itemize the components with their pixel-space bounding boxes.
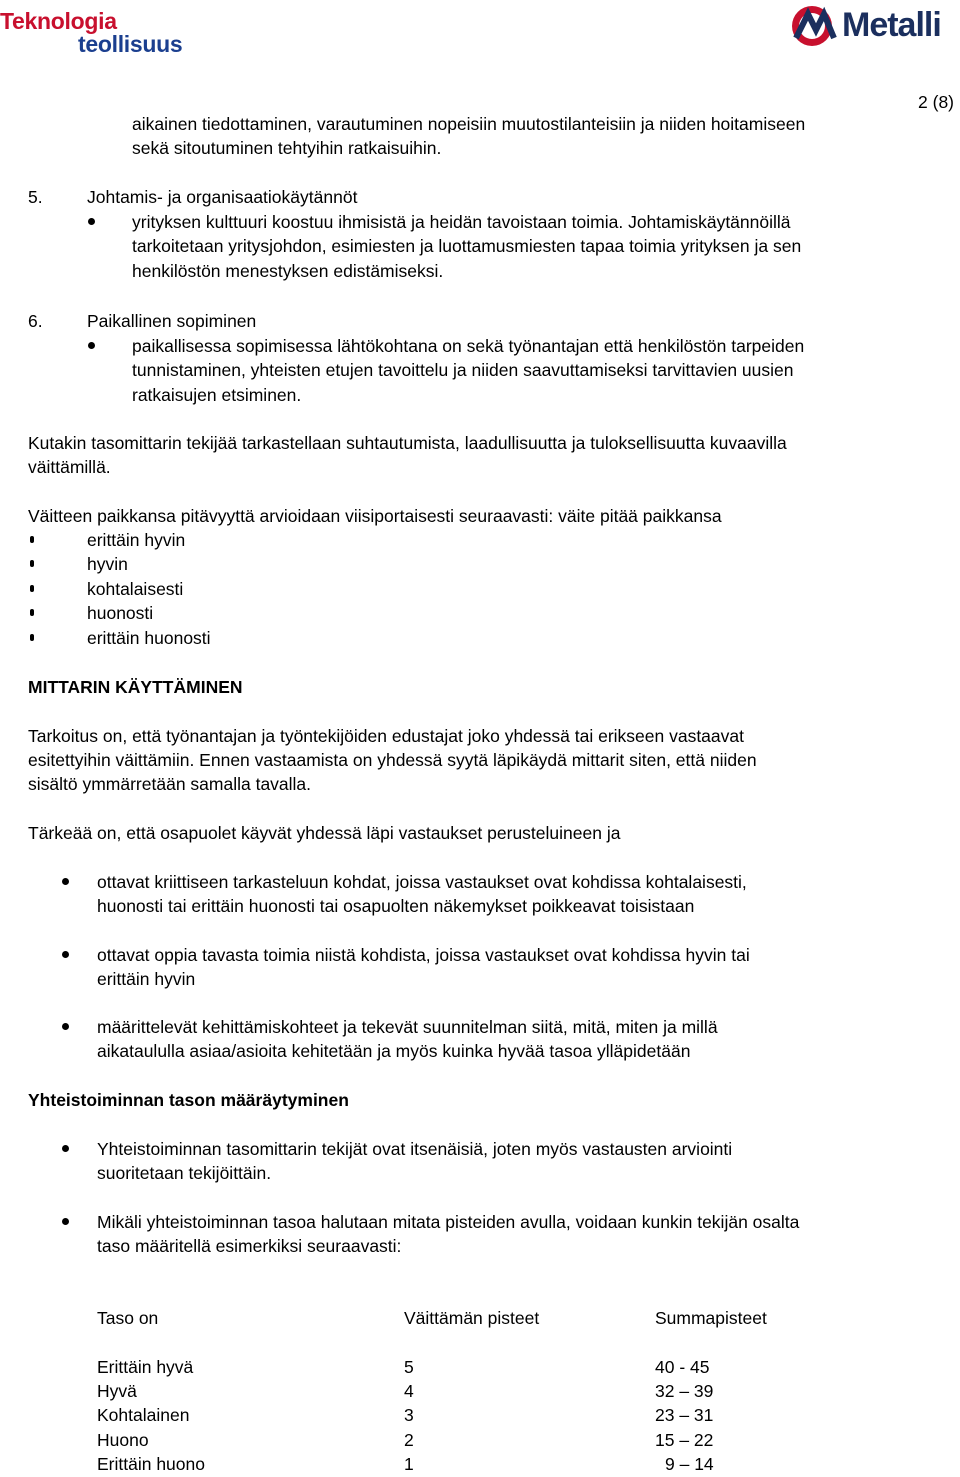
intro-line-2: sekä sitoutuminen tehtyihin ratkaisuihin. [132, 138, 442, 158]
table-cell: 32 – 39 [655, 1381, 714, 1401]
page-number: 2 (8) [918, 92, 954, 112]
table-cell: 23 – 31 [655, 1405, 714, 1425]
table-cell: 40 - 45 [655, 1357, 710, 1377]
bullet-icon [30, 560, 34, 567]
intro-line-1: aikainen tiedottaminen, varautuminen nopeisiin muutostilanteisiin ja niiden hoitamiseen [132, 114, 806, 134]
mittarin-p1-line: esitettyihin väittämiin. Ennen vastaamista on yhdessä syytä läpikäydä mittarit siten, että niiden [28, 750, 757, 770]
bullet-icon [88, 342, 95, 349]
table-cell: 1 [404, 1454, 414, 1474]
yhteistoiminta-heading: Yhteistoiminnan tason määräytyminen [28, 1090, 349, 1110]
section5-text-line: tarkoitetaan yritysjohdon, esimiesten ja luottamusmiesten tapaa toimia yrityksen ja sen [132, 236, 802, 256]
section6-text-line: paikallisessa sopimisessa lähtökohtana on sekä työnantajan että henkilöstön tarpeiden [132, 336, 805, 356]
bullet-icon [62, 1145, 69, 1152]
logo-left-line1: Teknologia [0, 8, 117, 34]
mittarin-bullet-line: huonosti tai erittäin huonosti tai osapuolten näkemykset poikkeavat toisistaan [97, 896, 695, 916]
bullet-icon [30, 634, 34, 641]
yhteistoiminta-bullet-line: Yhteistoiminnan tasomittarin tekijät ovat itsenäisiä, joten myös vastausten arviointi [97, 1139, 733, 1159]
bullet-icon [62, 1023, 69, 1030]
mittarin-p1-line: sisältö ymmärretään samalla tavalla. [28, 774, 312, 794]
scale-option: erittäin hyvin [87, 530, 186, 550]
scale-option: huonosti [87, 603, 154, 623]
table-cell: 4 [404, 1381, 414, 1401]
section5-title: Johtamis- ja organisaatiokäytännöt [87, 187, 358, 207]
bullet-icon [62, 1218, 69, 1225]
mittarin-bullet-line: määrittelevät kehittämiskohteet ja tekevät suunnitelman siitä, mitä, miten ja millä [97, 1017, 718, 1037]
table-header: Väittämän pisteet [404, 1308, 540, 1328]
bullet-icon [88, 218, 95, 225]
yhteistoiminta-bullet-line: Mikäli yhteistoiminnan tasoa halutaan mitata pisteiden avulla, voidaan kunkin tekijän osalta [97, 1212, 800, 1232]
teknologiateollisuus-logo [0, 10, 210, 56]
bullet-icon [30, 536, 34, 543]
table-cell: 5 [404, 1357, 414, 1377]
section6-text-line: tunnistaminen, yhteisten etujen tavoittelu ja niiden saavuttamiseksi tarvittavien uusien [132, 360, 794, 380]
mittarin-bullet-line: erittäin hyvin [97, 969, 196, 989]
metalli-logo [790, 2, 960, 48]
mittarin-p2: Tärkeää on, että osapuolet käyvät yhdessä läpi vastaukset perusteluineen ja [28, 823, 621, 843]
logo-right-word: Metalli [842, 6, 941, 44]
scale-option: hyvin [87, 554, 128, 574]
table-cell: Hyvä [97, 1381, 137, 1401]
scale-option: kohtalaisesti [87, 579, 184, 599]
metalli-emblem-icon [790, 4, 838, 48]
table-cell: 3 [404, 1405, 414, 1425]
scale-option: erittäin huonosti [87, 628, 211, 648]
mittarin-heading: MITTARIN KÄYTTÄMINEN [28, 677, 243, 697]
table-header: Summapisteet [655, 1308, 767, 1328]
table-cell: 15 – 22 [655, 1430, 714, 1450]
table-cell: Erittäin hyvä [97, 1357, 194, 1377]
logo-left-line2: teollisuus [78, 31, 183, 57]
section5-text-line: henkilöstön menestyksen edistämiseksi. [132, 261, 444, 281]
mittarin-bullet-line: aikataululla asiaa/asioita kehitetään ja myös kuinka hyvää tasoa ylläpidetään [97, 1041, 691, 1061]
yhteistoiminta-bullet-line: suoritetaan tekijöittäin. [97, 1163, 272, 1183]
section5-text-line: yrityksen kulttuuri koostuu ihmisistä ja heidän tavoistaan toimia. Johtamiskäytännöillä [132, 212, 791, 232]
bullet-icon [62, 878, 69, 885]
bullet-icon [30, 609, 34, 616]
mittarin-bullet-line: ottavat oppia tavasta toimia niistä kohdista, joissa vastaukset ovat kohdissa hyvin tai [97, 945, 750, 965]
section6-title: Paikallinen sopiminen [87, 311, 257, 331]
table-cell: Kohtalainen [97, 1405, 190, 1425]
table-cell: 9 – 14 [665, 1454, 714, 1474]
mittarin-bullet-line: ottavat kriittiseen tarkasteluun kohdat, joissa vastaukset ovat kohdissa kohtalaisesti, [97, 872, 747, 892]
kutakin-line-2: väittämillä. [28, 457, 111, 477]
table-cell: Huono [97, 1430, 149, 1450]
section6-text-line: ratkaisujen etsiminen. [132, 385, 302, 405]
section5-number: 5. [28, 187, 43, 207]
section6-number: 6. [28, 311, 43, 331]
table-cell: 2 [404, 1430, 414, 1450]
scale-intro: Väitteen paikkansa pitävyyttä arvioidaan viisiportaisesti seuraavasti: väite pitää paikkansa [28, 506, 722, 526]
table-cell: Erittäin huono [97, 1454, 205, 1474]
bullet-icon [30, 585, 34, 592]
kutakin-line-1: Kutakin tasomittarin tekijää tarkastellaan suhtautumista, laadullisuutta ja tuloksellisuutta kuvaavilla [28, 433, 787, 453]
mittarin-p1-line: Tarkoitus on, että työnantajan ja työntekijöiden edustajat joko yhdessä tai erikseen vastaavat [28, 726, 744, 746]
yhteistoiminta-bullet-line: taso määritellä esimerkiksi seuraavasti: [97, 1236, 402, 1256]
table-header: Taso on [97, 1308, 159, 1328]
bullet-icon [62, 951, 69, 958]
